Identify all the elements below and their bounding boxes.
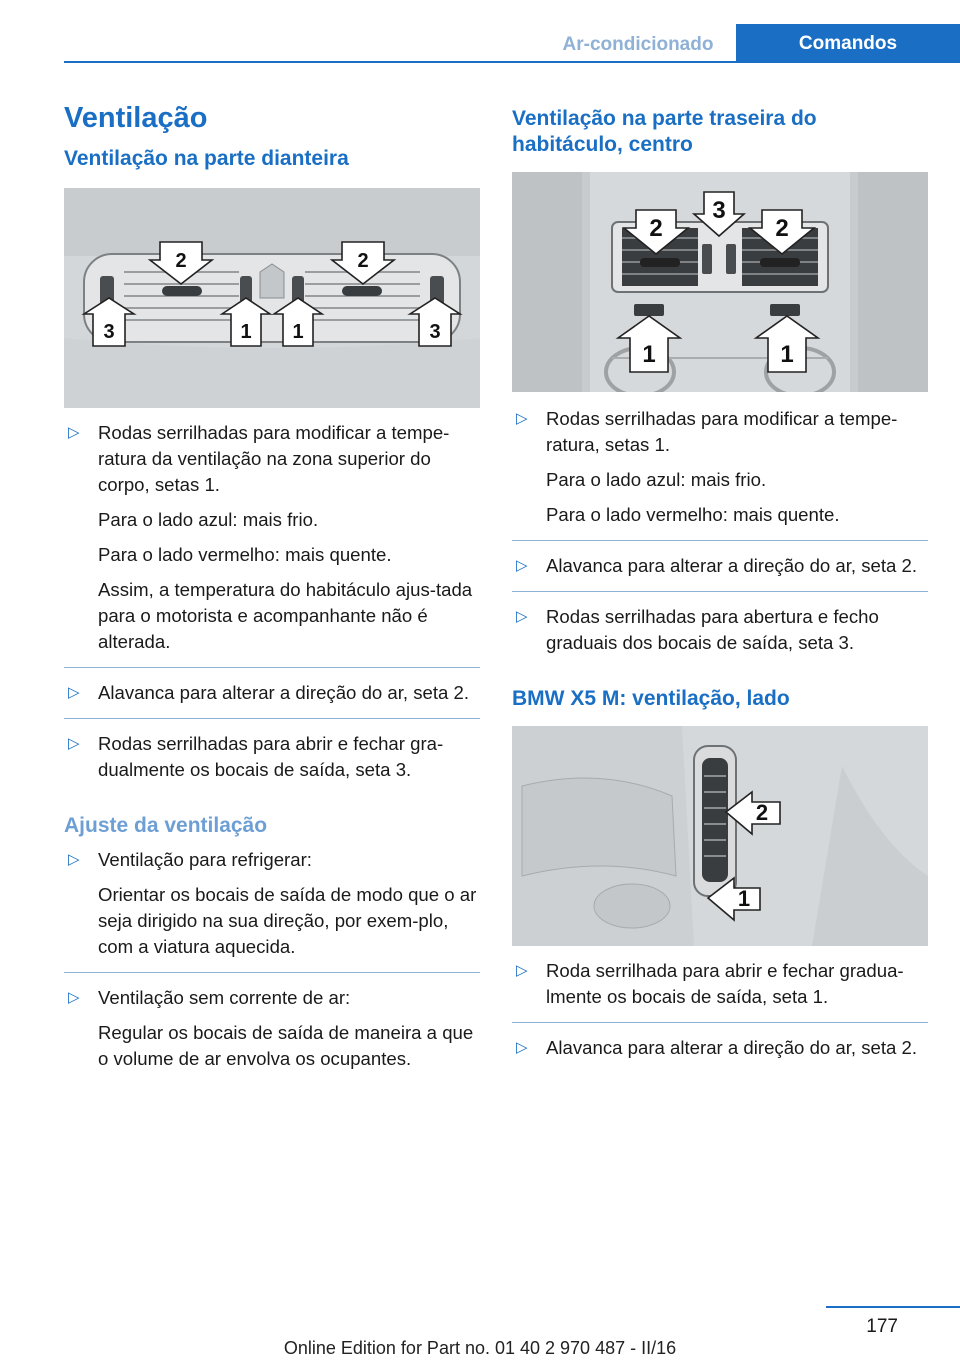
divider xyxy=(512,591,928,592)
front-vents-figure xyxy=(64,188,480,408)
front-vents-illustration xyxy=(64,188,480,408)
header-section: Ar-condicionado xyxy=(562,34,714,55)
right-column xyxy=(512,98,928,1061)
item-text: Rodas serrilhadas para abertura e fecho graduais dos bocais de saída, seta 3. xyxy=(546,606,879,653)
item-text: Ventilação para refrigerar: xyxy=(98,849,312,870)
list-item xyxy=(64,420,480,655)
divider xyxy=(64,972,480,973)
section-title-adjust: Ajuste da ventilação xyxy=(64,814,268,837)
item-text: Para o lado vermelho: mais quente. xyxy=(98,544,392,565)
list-item xyxy=(64,731,480,783)
callout-side-1: 1 xyxy=(737,886,751,911)
triangle-bullet-icon: ▷ xyxy=(68,735,80,752)
callout-rear-1b: 1 xyxy=(780,341,794,368)
item-text: Alavanca para alterar a direção do ar, seta 2. xyxy=(546,555,918,576)
list-item xyxy=(64,847,480,960)
callout-side-2: 2 xyxy=(755,800,769,825)
rear-vents-illustration xyxy=(512,172,928,392)
section-title-rear: Ventilação na parte traseira do habitáculo, centro xyxy=(512,107,817,156)
item-text: Para o lado azul: mais frio. xyxy=(546,469,767,490)
side-vent-figure xyxy=(512,726,928,946)
callout-rear-2b: 2 xyxy=(775,215,789,242)
item-text: Roda serrilhada para abrir e fechar gradua-lmente os bocais de saída, seta 1. xyxy=(546,960,904,1007)
callout-front-1b: 1 xyxy=(292,321,304,343)
list-item xyxy=(512,406,928,528)
triangle-bullet-icon: ▷ xyxy=(516,557,528,574)
callout-front-1a: 1 xyxy=(240,321,252,343)
item-text: Regular os bocais de saída de maneira a que o volume de ar envolva os ocupantes. xyxy=(98,1022,474,1069)
list-item xyxy=(512,604,928,656)
list-item xyxy=(512,1035,928,1061)
callout-rear-3: 3 xyxy=(712,197,726,224)
triangle-bullet-icon: ▷ xyxy=(68,424,80,441)
divider xyxy=(512,1022,928,1023)
list-item xyxy=(64,680,480,706)
callout-rear-2a: 2 xyxy=(649,215,663,242)
triangle-bullet-icon: ▷ xyxy=(68,851,80,868)
triangle-bullet-icon: ▷ xyxy=(516,1039,528,1056)
list-item xyxy=(512,958,928,1010)
section-title-side: BMW X5 M: ventilação, lado xyxy=(512,687,790,710)
triangle-bullet-icon: ▷ xyxy=(516,410,528,427)
list-item xyxy=(512,553,928,579)
item-text: Para o lado azul: mais frio. xyxy=(98,509,319,530)
divider xyxy=(512,540,928,541)
triangle-bullet-icon: ▷ xyxy=(68,684,80,701)
left-column xyxy=(64,98,480,1072)
callout-rear-1a: 1 xyxy=(642,341,656,368)
item-text: Alavanca para alterar a direção do ar, seta 2. xyxy=(98,682,470,703)
divider xyxy=(64,667,480,668)
item-text: Assim, a temperatura do habitáculo ajus-tada para o motorista e acompanhante não é alterada. xyxy=(98,579,473,652)
list-item xyxy=(64,985,480,1072)
item-text: Para o lado vermelho: mais quente. xyxy=(546,504,840,525)
divider xyxy=(64,718,480,719)
callout-front-2b: 2 xyxy=(357,250,369,272)
header-rule xyxy=(64,61,960,63)
footer-edition: Online Edition for Part no. 01 40 2 970 487 - II/16 xyxy=(283,1338,677,1358)
item-text: Rodas serrilhadas para modificar a tempe-ratura da ventilação na zona superior do corpo, setas 1. xyxy=(98,422,450,495)
rear-vent-list xyxy=(512,406,928,656)
triangle-bullet-icon: ▷ xyxy=(516,608,528,625)
page-number: 177 xyxy=(866,1316,898,1337)
header-chapter-tab: Comandos xyxy=(736,24,960,63)
item-text: Ventilação sem corrente de ar: xyxy=(98,987,351,1008)
section-title-front: Ventilação na parte dianteira xyxy=(64,147,349,170)
triangle-bullet-icon: ▷ xyxy=(68,989,80,1006)
item-text: Rodas serrilhadas para modificar a tempe-ratura, setas 1. xyxy=(546,408,898,455)
adjust-list xyxy=(64,847,480,1072)
side-vent-list xyxy=(512,958,928,1061)
page-title: Ventilação xyxy=(64,102,208,134)
callout-front-3a: 3 xyxy=(103,321,115,343)
footer-rule xyxy=(826,1306,960,1308)
front-vent-list xyxy=(64,420,480,783)
item-text: Orientar os bocais de saída de modo que o ar seja dirigido na sua direção, por exem-plo, com a viatura aquecida. xyxy=(98,884,477,957)
side-vent-illustration xyxy=(512,726,928,946)
triangle-bullet-icon: ▷ xyxy=(516,962,528,979)
item-text: Alavanca para alterar a direção do ar, seta 2. xyxy=(546,1037,918,1058)
callout-front-3b: 3 xyxy=(429,321,441,343)
item-text: Rodas serrilhadas para abrir e fechar gra-dualmente os bocais de saída, seta 3. xyxy=(98,733,444,780)
rear-vents-figure xyxy=(512,172,928,392)
callout-front-2a: 2 xyxy=(175,250,187,272)
